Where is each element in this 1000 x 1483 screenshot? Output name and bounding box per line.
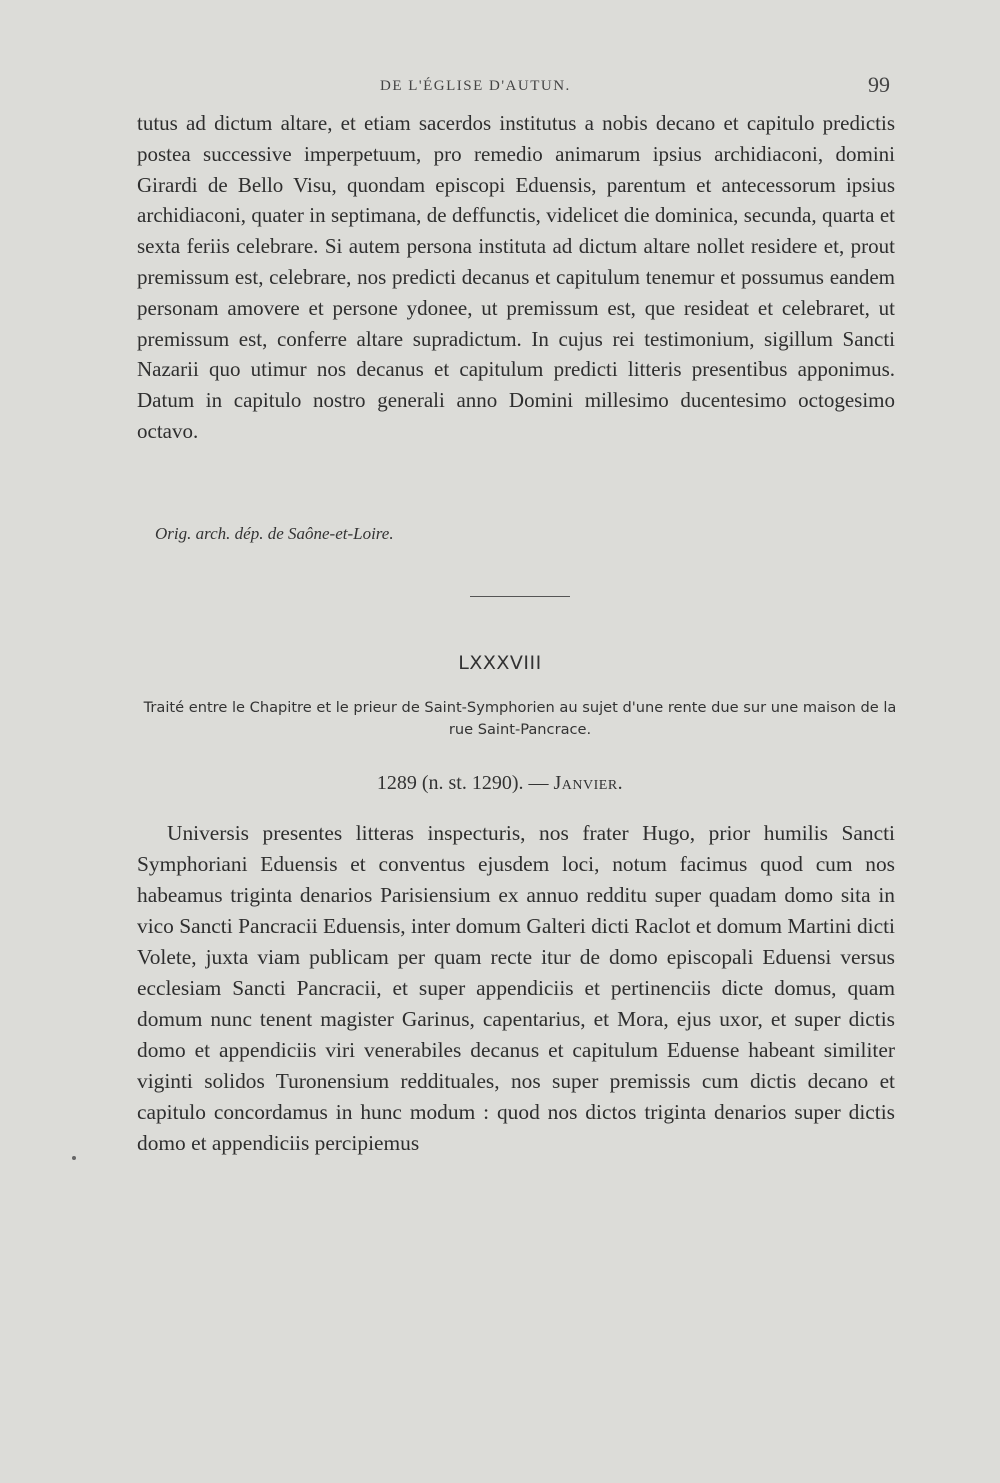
source-note: Orig. arch. dép. de Saône-et-Loire. <box>155 524 394 543</box>
ink-speck <box>72 1156 76 1160</box>
body-paragraph-2 <box>137 818 895 1159</box>
running-head: DE L'ÉGLISE D'AUTUN. <box>380 78 571 94</box>
date-month: Janvier. <box>553 772 624 794</box>
page-number: 99 <box>868 72 890 97</box>
document-number: LXXXVIII <box>458 652 542 674</box>
date-year: 1289 (n. st. 1290). <box>376 772 524 794</box>
paragraph-text: Universis presentes litteras inspecturis, nos frater Hugo, prior humilis Sancti Symphoriani Eduensis et conventus ejusdem loci, notum facimus quod cum nos habeamus triginta denarios Parisiensium ex annuo redditu super quadam domo sita in vico Sancti Pancracii Eduensis, inter domum Galteri dicti Raclot et domum Martini dicti Volete, juxta viam publicam per quam recte itur de domo episcopali Eduensi versus ecclesiam Sancti Pancracii, et super appendiciis et pertinenciis dicte domus, quam domum nunc tenent magister Garinus, capentarius, et Mora, ejus uxor, et super dictis domo et appendiciis viri venerabiles decanus et capitulum Eduense habeant similiter viginti solidos Turonensium reddituales, nos super premissis cum dictis decano et capitulo concordamus in hunc modum : quod nos dictos triginta denarios super dictis domo et appendiciis percipiemus <box>137 821 895 1155</box>
body-paragraph-1 <box>137 108 895 447</box>
section-divider <box>470 596 570 597</box>
document-summary: Traité entre le Chapitre et le prieur de Saint-Symphorien au sujet d'une rente due sur une maison de la rue Saint-Pancrace. <box>143 699 897 738</box>
date-dash: — <box>523 772 554 794</box>
document-date <box>0 772 1000 795</box>
paragraph-text: tutus ad dictum altare, et etiam sacerdos institutus a nobis decano et capitulo predictis postea successive imperpetuum, pro remedio animarum ipsius archidiaconi, domini Girardi de Bello Visu, quondam episcopi Eduensis, parentum et antecessorum ipsius archidiaconi, quater in septimana, de deffunctis, videlicet die dominica, secunda, quarta et sexta feriis celebrare. Si autem persona instituta ad dictum altare nollet residere et, prout premissum est, celebrare, nos predicti decanus et capitulum tenemur et possumus eandem personam amovere et persone ydonee, ut premissum est, que resideat et celebraret, ut premissum est, conferre altare supradictum. In cujus rei testimonium, sigillum Sancti Nazarii quo utimur nos decanus et capitulum predicti litteris presentibus apponimus. Datum in capitulo nostro generali anno Domini millesimo ducentesimo octogesimo octavo. <box>137 111 895 443</box>
